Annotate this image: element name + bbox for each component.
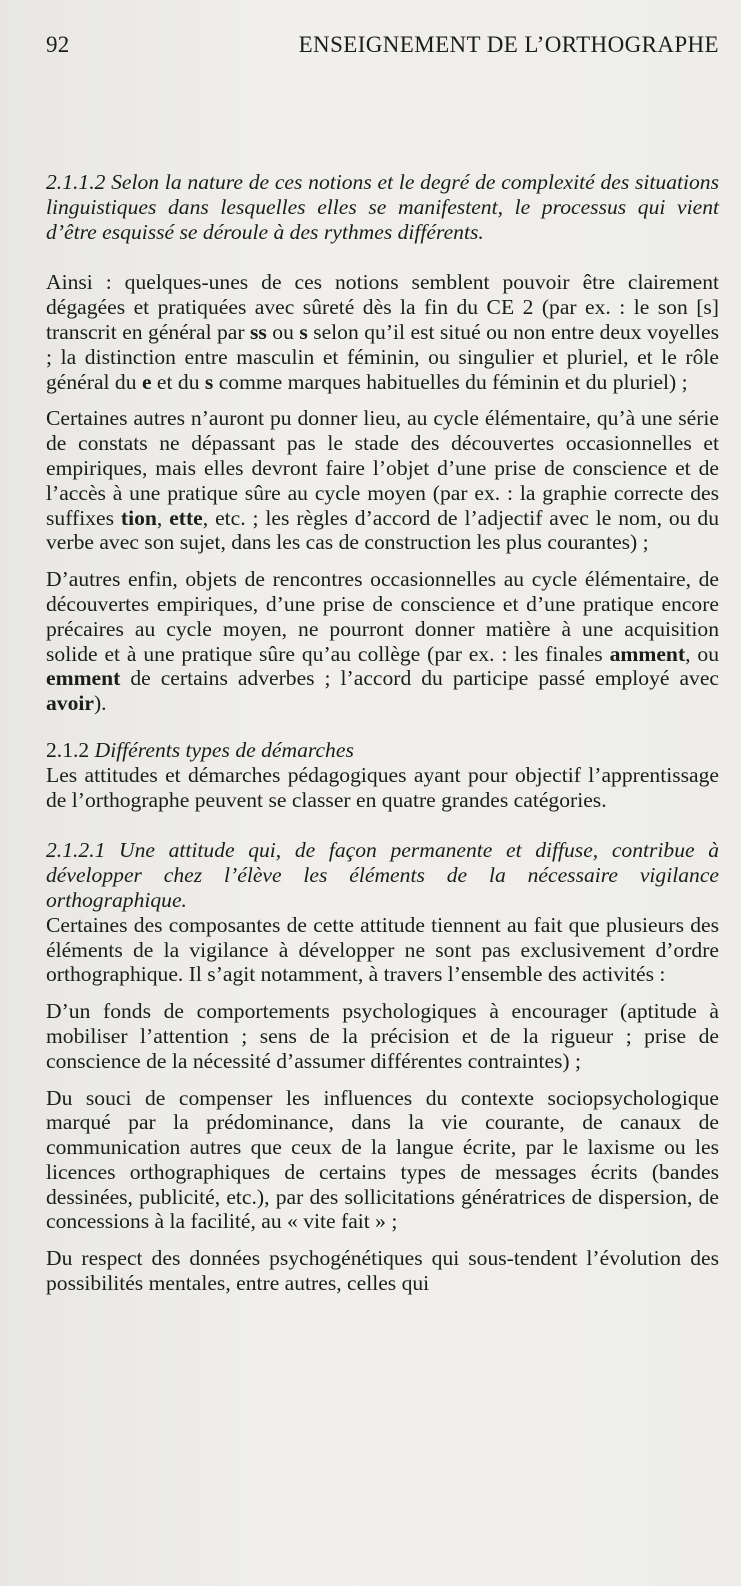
section-heading-2-1-2 <box>46 738 719 763</box>
paragraph-d-autres-enfin <box>46 567 719 716</box>
bold-term: amment <box>609 641 686 666</box>
section-title: Différents types de démarches <box>94 737 354 762</box>
bold-term: ette <box>169 505 203 530</box>
section-heading-2-1-2-1: 2.1.2.1 Une attitude qui, de façon permanente et diffuse, contribue à développer chez l’élève les éléments de la nécessaire vigilance orthographique. <box>46 838 719 912</box>
bold-term: e <box>141 369 152 394</box>
text-run: et du <box>151 369 205 394</box>
text-run: comme marques habituelles du féminin et du pluriel) ; <box>213 369 688 394</box>
running-head <box>46 32 719 62</box>
text-run: Certaines autres n’auront pu donner lieu, au cycle élémentaire, qu’à une série de constats ne dépassant pas le stade des découvertes occasionnelles et empiriques, mais elles devront faire l’objet d’une prise de conscience et de l’accès à une pratique sûre au cycle moyen (par ex. : la graphie correcte des suffixes <box>46 406 719 530</box>
page-number: 92 <box>46 32 70 57</box>
section-heading-2-1-1-2: 2.1.1.2 Selon la nature de ces notions et le degré de complexité des situations linguistiques dans lesquelles elles se manifestent, le processus qui vient d’être esquissé se déroule à des rythmes différents. <box>46 170 719 244</box>
paragraph-certaines-des-composantes: Certaines des composantes de cette attitude tiennent au fait que plusieurs des éléments de la vigilance à développer ne sont pas exclusivement d’ordre orthographique. Il s’agit notamment, à travers l’ensemble des activités : <box>46 912 719 987</box>
text-run: ). <box>93 691 107 716</box>
paragraph-les-attitudes: Les attitudes et démarches pédagogiques ayant pour objectif l’apprentissage de l’orthographe peuvent se classer en quatre grandes catégories. <box>46 762 719 812</box>
text-run: , <box>156 505 170 530</box>
bold-term: s <box>299 319 308 344</box>
text-run: , ou <box>685 641 720 666</box>
bold-term: avoir <box>46 691 94 716</box>
text-run: selon qu’il est situé ou non entre deux voyelles ; la distinction entre masculin et féminin, ou singulier et pluriel, et le rôle général du <box>46 319 719 394</box>
bold-term: s <box>204 369 214 394</box>
paragraph-du-respect: Du respect des données psychogénétiques qui sous-tendent l’évolution des possibilités mentales, entre autres, celles qui <box>46 1246 719 1296</box>
paragraph-certaines-autres <box>46 406 719 555</box>
text-run: Ainsi : quelques-unes de ces notions semblent pouvoir être clairement dégagées et pratiquées avec sûreté dès la fin du CE 2 (par ex. : le son [s] transcrit en général par <box>46 270 719 344</box>
text-run: ou <box>266 319 300 344</box>
running-title: ENSEIGNEMENT DE L’ORTHOGRAPHE <box>298 32 719 57</box>
body-text <box>46 170 719 1296</box>
paragraph-du-souci: Du souci de compenser les influences du contexte sociopsychologique marqué par la prédominance, dans la vie courante, de canaux de communication autres que ceux de la langue écrite, par le laxisme ou les licences orthographiques de certains types de messages écrits (bandes dessinées, publicité, etc.), par des sollicitations génératrices de dispersion, de concessions à la facilité, au « vite fait » ; <box>46 1085 719 1234</box>
bold-term: emment <box>46 666 121 691</box>
text-run: D’autres enfin, objets de rencontres occasionnelles au cycle élémentaire, de découvertes empiriques, d’une prise de conscience et d’une pratique encore précaires au cycle moyen, ne pourront donner matière à une acquisition solide et à une pratique sûre qu’au collège (par ex. : les finales <box>46 567 719 666</box>
paragraph-ainsi <box>46 270 719 394</box>
text-run: , etc. ; les règles d’accord de l’adjectif avec le nom, ou du verbe avec son sujet, dans les cas de construction les plus courantes) ; <box>46 505 720 555</box>
section-number: 2.1.2 <box>46 737 90 762</box>
paragraph-d-un-fonds: D’un fonds de comportements psychologiques à encourager (aptitude à mobiliser l’attention ; sens de la précision et de la rigueur ; prise de conscience de la nécessité d’assumer différentes contraintes) ; <box>46 999 719 1073</box>
text-run: de certains adverbes ; l’accord du participe passé employé avec <box>120 666 719 691</box>
bold-term: tion <box>120 505 157 530</box>
bold-term: ss <box>250 319 267 344</box>
